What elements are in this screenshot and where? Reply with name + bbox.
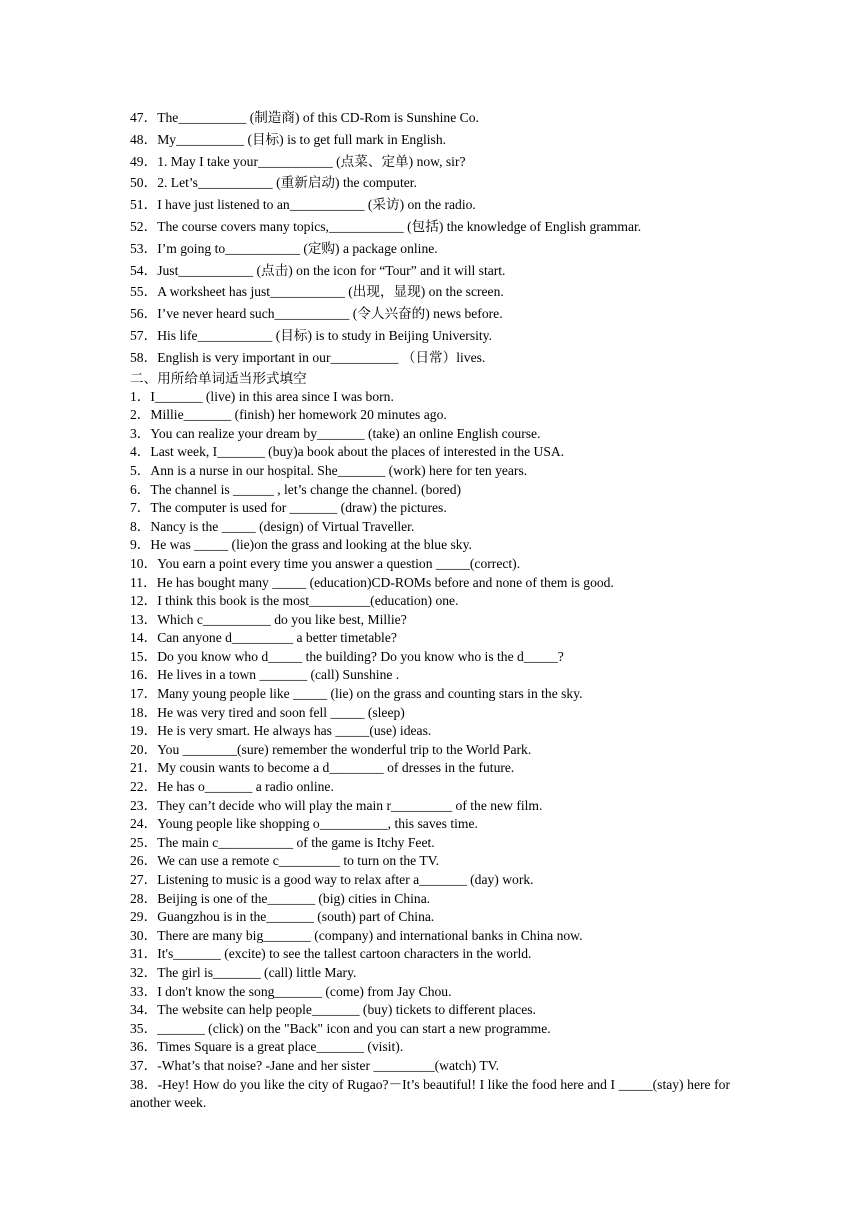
list-item	[130, 1038, 730, 1057]
item-number: 54．	[130, 262, 158, 278]
item-text: The channel is ______ , let’s change the channel. (bored)	[150, 481, 462, 497]
list-item	[130, 704, 730, 723]
list-item	[130, 1057, 730, 1076]
item-number: 14．	[130, 630, 158, 646]
list-item	[130, 194, 730, 216]
item-text: The computer is used for _______ (draw) the pictures.	[150, 500, 447, 516]
item-text: He has o_______ a radio online.	[157, 779, 334, 795]
item-number: 53．	[130, 240, 158, 256]
item-text: A worksheet has just___________ (出现，显现) on the screen.	[157, 284, 504, 300]
item-text: Millie_______ (finish) her homework 20 minutes ago.	[150, 407, 447, 423]
item-number: 19．	[130, 723, 158, 739]
item-number: 32．	[130, 964, 158, 980]
list-item	[130, 927, 730, 946]
list-item	[130, 592, 730, 611]
item-text: Just___________ (点击) on the icon for “Tour” and it will start.	[157, 262, 506, 278]
item-number: 26．	[130, 853, 158, 869]
item-text: We can use a remote c_________ to turn on the TV.	[157, 853, 440, 869]
item-number: 33．	[130, 983, 158, 999]
item-number: 11．	[130, 574, 157, 590]
item-number: 12．	[130, 593, 158, 609]
item-text: I’m going to___________ (定购) a package online.	[157, 240, 438, 256]
item-number: 18．	[130, 704, 158, 720]
item-text: Ann is a nurse in our hospital. She_______ (work) here for ten years.	[150, 462, 528, 478]
list-item	[130, 1076, 730, 1113]
item-number: 10．	[130, 555, 158, 571]
item-text: -Hey! How do you like the city of Rugao?－It’s beautiful! I like the food here and I _____(stay) here for another week.	[130, 1076, 730, 1111]
item-text: He is very smart. He always has _____(use) ideas.	[157, 723, 432, 739]
item-number: 24．	[130, 816, 158, 832]
item-number: 22．	[130, 779, 158, 795]
list-item	[130, 499, 730, 518]
item-text: You ________(sure) remember the wonderful trip to the World Park.	[157, 741, 532, 757]
item-number: 50．	[130, 175, 158, 191]
list-item	[130, 741, 730, 760]
item-text: Many young people like _____ (lie) on the grass and counting stars in the sky.	[157, 686, 583, 702]
item-text: They can’t decide who will play the main r_________ of the new film.	[157, 797, 543, 813]
list-item	[130, 685, 730, 704]
item-number: 15．	[130, 648, 158, 664]
item-text: He has bought many _____ (education)CD-ROMs before and none of them is good.	[156, 574, 614, 590]
item-number: 3．	[130, 425, 151, 441]
list-item	[130, 648, 730, 667]
list-item	[130, 666, 730, 685]
list-item	[130, 945, 730, 964]
item-text: English is very important in our__________ （日常）lives.	[157, 349, 486, 365]
item-text: The girl is_______ (call) little Mary.	[157, 964, 357, 980]
item-text: The__________ (制造商) of this CD-Rom is Sunshine Co.	[157, 110, 479, 125]
item-number: 37．	[130, 1057, 158, 1073]
item-text: 1. May I take your___________ (点菜、定单) now, sir?	[157, 153, 466, 169]
list-item	[130, 629, 730, 648]
item-number: 55．	[130, 284, 158, 300]
worksheet-content	[130, 107, 730, 1113]
item-text: _______ (click) on the "Back" icon and you can start a new programme.	[157, 1020, 551, 1036]
list-item	[130, 871, 730, 890]
list-item	[130, 852, 730, 871]
item-number: 48．	[130, 131, 158, 147]
item-number: 29．	[130, 909, 158, 925]
list-item	[130, 260, 730, 282]
list-item	[130, 481, 730, 500]
item-number: 27．	[130, 872, 158, 887]
item-text: 2. Let’s___________ (重新启动) the computer.	[157, 175, 417, 191]
list-item	[130, 216, 730, 238]
item-number: 38．	[130, 1076, 158, 1092]
item-number: 47．	[130, 110, 158, 125]
item-number: 36．	[130, 1039, 158, 1055]
item-text: I don't know the song_______ (come) from Jay Chou.	[157, 983, 452, 999]
list-item	[130, 778, 730, 797]
item-text: He lives in a town _______ (call) Sunshine .	[157, 667, 400, 683]
item-text: Nancy is the _____ (design) of Virtual Traveller.	[150, 518, 415, 534]
section-heading: 二、用所给单词适当形式填空	[130, 370, 307, 386]
list-item	[130, 1001, 730, 1020]
item-text: Guangzhou is in the_______ (south) part of China.	[157, 909, 435, 925]
list-item	[130, 815, 730, 834]
item-number: 30．	[130, 927, 158, 943]
item-number: 5．	[130, 462, 151, 478]
item-number: 23．	[130, 797, 158, 813]
item-text: The main c___________ of the game is Itchy Feet.	[157, 834, 435, 850]
list-item	[130, 964, 730, 983]
item-number: 56．	[130, 306, 158, 322]
item-text: Which c__________ do you like best, Millie?	[157, 611, 407, 627]
item-number: 1．	[130, 388, 151, 404]
list-item	[130, 574, 730, 593]
item-text: I’ve never heard such___________ (令人兴奋的) news before.	[157, 306, 503, 322]
list-item	[130, 347, 730, 369]
item-number: 21．	[130, 760, 158, 776]
list-item	[130, 406, 730, 425]
list-item	[130, 388, 730, 407]
item-number: 35．	[130, 1020, 158, 1036]
list-item	[130, 303, 730, 325]
list-item	[130, 722, 730, 741]
item-text: You earn a point every time you answer a question _____(correct).	[157, 555, 521, 571]
part-one-list	[130, 107, 730, 369]
list-item	[130, 611, 730, 630]
item-number: 20．	[130, 741, 158, 757]
item-number: 52．	[130, 218, 158, 234]
item-number: 8．	[130, 518, 151, 534]
item-text: His life___________ (目标) is to study in Beijing University.	[157, 327, 492, 343]
list-item	[130, 172, 730, 194]
item-text: Can anyone d_________ a better timetable?	[157, 630, 397, 646]
item-text: He was very tired and soon fell _____ (sleep)	[157, 704, 405, 720]
item-number: 6．	[130, 481, 151, 497]
item-number: 57．	[130, 327, 158, 343]
item-text: You can realize your dream by_______ (take) an online English course.	[150, 425, 541, 441]
item-number: 13．	[130, 611, 158, 627]
list-item	[130, 107, 730, 129]
item-text: Listening to music is a good way to relax after a_______ (day) work.	[157, 872, 534, 887]
item-number: 7．	[130, 500, 151, 516]
list-item	[130, 325, 730, 347]
item-text: I think this book is the most_________(education) one.	[157, 593, 459, 609]
list-item	[130, 425, 730, 444]
item-text: I have just listened to an___________ (采访) on the radio.	[157, 197, 476, 213]
item-text: The course covers many topics,___________ (包括) the knowledge of English grammar.	[157, 218, 642, 234]
list-item	[130, 555, 730, 574]
list-item	[130, 462, 730, 481]
item-text: Last week, I_______ (buy)a book about the places of interested in the USA.	[150, 444, 565, 460]
item-text: It's_______ (excite) to see the tallest cartoon characters in the world.	[157, 946, 532, 962]
item-number: 4．	[130, 444, 151, 460]
item-number: 16．	[130, 667, 158, 683]
item-number: 2．	[130, 407, 151, 423]
item-text: -What’s that noise? -Jane and her sister _________(watch) TV.	[157, 1057, 500, 1073]
item-text: I_______ (live) in this area since I was born.	[150, 388, 394, 404]
list-item	[130, 238, 730, 260]
item-number: 31．	[130, 946, 158, 962]
list-item	[130, 983, 730, 1002]
item-text: Young people like shopping o__________, this saves time.	[157, 816, 478, 832]
list-item	[130, 908, 730, 927]
item-number: 58．	[130, 349, 158, 365]
list-item	[130, 1020, 730, 1039]
list-item	[130, 129, 730, 151]
list-item	[130, 281, 730, 303]
item-number: 51．	[130, 197, 158, 213]
item-number: 9．	[130, 537, 151, 553]
item-number: 49．	[130, 153, 158, 169]
part-two-list	[130, 388, 730, 1113]
item-text: Times Square is a great place_______ (visit).	[157, 1039, 404, 1055]
item-number: 17．	[130, 686, 158, 702]
item-number: 34．	[130, 1002, 158, 1018]
list-item	[130, 151, 730, 173]
item-text: My cousin wants to become a d________ of dresses in the future.	[157, 760, 515, 776]
list-item	[130, 536, 730, 555]
list-item	[130, 834, 730, 853]
item-number: 25．	[130, 834, 158, 850]
list-item	[130, 518, 730, 537]
item-text: Beijing is one of the_______ (big) cities in China.	[157, 890, 431, 906]
item-text: There are many big_______ (company) and international banks in China now.	[157, 927, 583, 943]
item-text: Do you know who d_____ the building? Do you know who is the d_____?	[157, 648, 564, 664]
item-text: My__________ (目标) is to get full mark in English.	[157, 131, 447, 147]
list-item	[130, 759, 730, 778]
list-item	[130, 797, 730, 816]
list-item	[130, 890, 730, 909]
item-number: 28．	[130, 890, 158, 906]
list-item	[130, 443, 730, 462]
item-text: He was _____ (lie)on the grass and looking at the blue sky.	[150, 537, 472, 553]
item-text: The website can help people_______ (buy) tickets to different places.	[157, 1002, 536, 1018]
